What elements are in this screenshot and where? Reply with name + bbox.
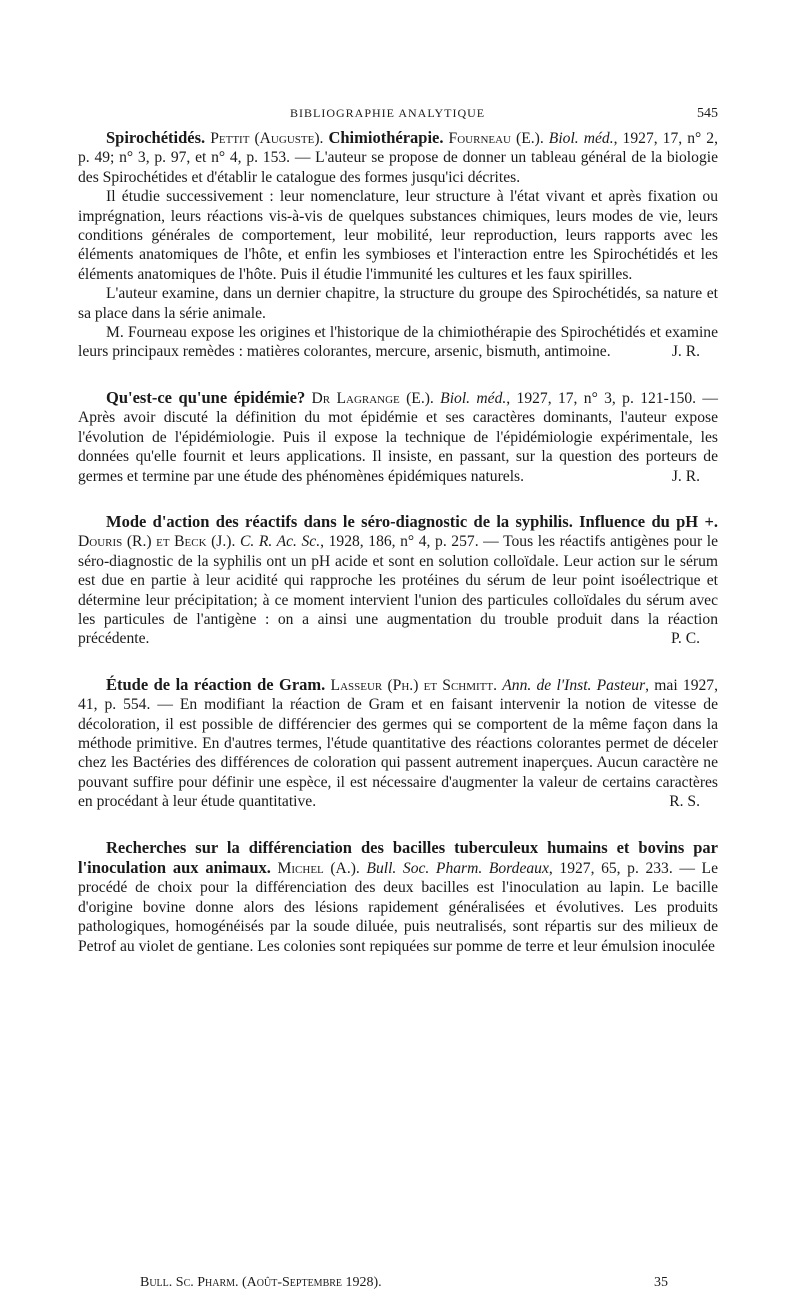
entry-author: Michel (A.). bbox=[277, 860, 360, 877]
footer-citation: Bull. Sc. Pharm. (Août-Septembre 1928). bbox=[140, 1275, 382, 1290]
entry-author: Pettit (Auguste). bbox=[210, 130, 324, 147]
entry-author: Lasseur (Ph.) et Schmitt. bbox=[330, 676, 498, 694]
entry-lead bbox=[78, 128, 718, 187]
entry-reference: , 1928, 186, n° 4, p. 257. — Tous les réactifs antigènes pour le séro-diagnostic de la syphilis ont un pH acide et sont en solution colloïdale. Leur action sur le sérum est due en partie à leur acidité qui rapproche les protéines du sérum de leur point isoélectrique et détermine leur précipitation; à ce moment intervient l'union des particules colloïdales du sérum avec les particules de l'antigène : on a ainsi une augmentation du trouble produit dans la réaction précédente. bbox=[78, 533, 719, 648]
entry-spirochetides bbox=[78, 128, 718, 362]
bibliography-entries bbox=[78, 128, 718, 968]
entry-journal: Ann. de l'Inst. Pasteur bbox=[502, 676, 646, 694]
entry-signature: R. S. bbox=[669, 793, 700, 811]
entry-journal: Biol. méd. bbox=[548, 130, 614, 147]
entry-heading: Recherches sur la différenciation des bacilles tuberculeux humains et bovins par l'inoculation aux animaux. bbox=[78, 837, 718, 877]
entry-journal: Bull. Soc. Pharm. Bordeaux bbox=[366, 860, 549, 877]
entry-paragraph-text: M. Fourneau expose les origines et l'historique de la chimiothérapie des Spirochétidés et examine leurs principaux remèdes : matières colorantes, mercure, arsenic, bismuth, antimoine. bbox=[78, 324, 718, 361]
running-title: BIBLIOGRAPHIE ANALYTIQUE bbox=[290, 106, 486, 120]
entry-heading: Étude de la réaction de Gram. bbox=[106, 674, 326, 694]
entry-signature: P. C. bbox=[670, 630, 700, 648]
entry-reference: , 1927, 65, p. 233. — Le procédé de choix pour la différenciation des deux bacilles est l'inoculation au lapin. Le bacille d'origine bovine donne alors des lésions rapidement généralisées et évolutives. Les produits pathologiques, homogénéisés par la soude diluée, puis neutralisés, sont répartis sur des milieux de Petrof au violet de gentiane. Les colonies sont repiquées sur pomme de terre et leur émulsion inoculée bbox=[78, 860, 718, 955]
entry-heading: Spirochétidés. bbox=[106, 128, 206, 147]
entry-heading: Mode d'action des réactifs dans le séro-diagnostic de la syphilis. Influence du pH +. bbox=[106, 511, 718, 531]
entry-author: Douris (R.) et Beck (J.). bbox=[78, 533, 236, 551]
page-footer bbox=[78, 1275, 718, 1295]
entry-sero-diagnostic bbox=[78, 512, 718, 649]
entry-lead bbox=[78, 838, 718, 956]
entry-epidemie bbox=[78, 388, 718, 486]
entry-lead bbox=[78, 675, 718, 812]
entry-lead bbox=[78, 512, 718, 649]
entry-paragraph: Il étudie successivement : leur nomenclature, leur structure à l'état vivant et après fixation ou imprégnation, leurs réactions vis-à-vis de quelques substances chimiques, leurs modes de vie, leurs conditions générales de comportement, leur mobilité, leur reproduction, leurs rapports avec les éléments anatomiques de l'hôte, et enfin les symbioses et l'interaction entre les Spirochétidés et les éléments anatomiques de l'hôte. Puis il étudie l'immunité les cultures et les faux spirilles. bbox=[78, 188, 718, 283]
entry-lead bbox=[78, 388, 718, 486]
entry-author: Dr Lagrange (E.). bbox=[311, 389, 434, 407]
entry-reference: , 1927, 17, n° 3, p. 121-150. — Après avoir discuté la définition du mot épidémie et ses caractères dominants, l'auteur expose l'évolution de l'épidémiologie. Puis il expose la technique de l'épidémiologie expérimentale, les données qu'elle fournit et leurs applications. Il insiste, en passant, sur la question des porteurs de germes et termine par une étude des phénomènes épidémiques naturels. bbox=[78, 389, 718, 485]
entry-gram bbox=[78, 675, 718, 812]
entry-signature: J. R. bbox=[671, 343, 700, 361]
entry-signature: J. R. bbox=[671, 467, 700, 485]
entry-reference: , 1927, 17, n° 2, p. 49; n° 3, p. 97, et n° 4, p. 153. — L'auteur se propose de donner un tableau général de la biologie des Spirochétides et d'établir le catalogue des formes jusqu'ici décrites. bbox=[78, 130, 718, 186]
entry-subheading: Chimiothérapie. bbox=[328, 128, 444, 147]
entry-paragraph bbox=[78, 323, 718, 362]
entry-reference: , mai 1927, 41, p. 554. — En modifiant la réaction de Gram et en faisant intervenir la notion de vitesse de décoloration, il est possible de différencier des germes qui se comportent de la même façon dans la méthode primitive. En d'autres termes, l'étude quantitative des réactions colorantes permet de déceler chez les Bactéries des différences de coloration qui passent autrement inaperçues. Aucun caractère ne pouvant suffire pour définir une espèce, il est nécessaire d'augmenter la valeur de certains caractères en procédant à leur étude quantitative. bbox=[78, 676, 719, 811]
footer-number: 35 bbox=[654, 1275, 668, 1290]
entry-journal: Biol. méd. bbox=[440, 389, 507, 407]
page-number: 545 bbox=[697, 106, 718, 121]
entry-paragraph: L'auteur examine, dans un dernier chapitre, la structure du groupe des Spirochétidés, sa nature et sa place dans la série animale. bbox=[78, 285, 718, 322]
running-header bbox=[78, 102, 718, 124]
entry-journal: C. R. Ac. Sc. bbox=[239, 533, 321, 551]
entry-bacilles bbox=[78, 838, 718, 956]
entry-heading: Qu'est-ce qu'une épidémie? bbox=[106, 387, 306, 407]
entry-author-2: Fourneau (E.). bbox=[448, 130, 544, 147]
